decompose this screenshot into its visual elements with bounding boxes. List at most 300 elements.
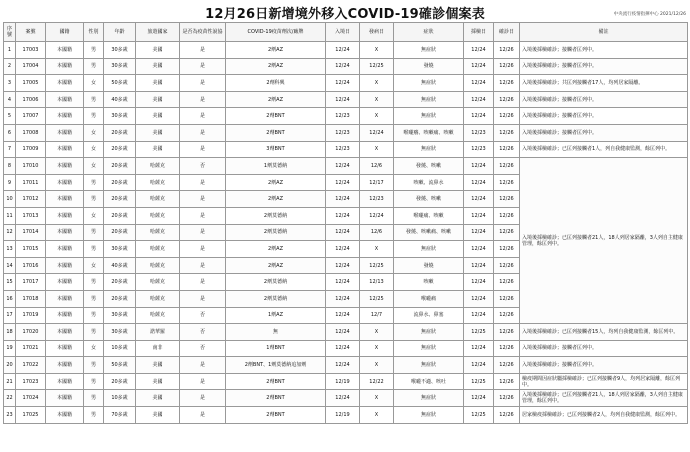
table-cell: 17003	[16, 42, 46, 59]
table-cell: 無症狀	[394, 357, 464, 374]
table-cell: 12/25	[360, 290, 394, 307]
table-cell: 無症狀	[394, 340, 464, 357]
table-cell: 12/24	[326, 357, 360, 374]
table-cell: 美國	[136, 357, 180, 374]
table-cell: 70多歲	[104, 407, 136, 424]
table-cell: 20	[4, 357, 16, 374]
table-cell: 23	[4, 407, 16, 424]
source-note: 中央流行疫情指揮中心 2021/12/26	[613, 12, 686, 17]
table-cell: 男	[84, 224, 104, 241]
table-cell: 40多歲	[104, 257, 136, 274]
table-cell: 本國籍	[46, 124, 84, 141]
table-cell: 本國籍	[46, 307, 84, 324]
table-cell: 否	[180, 340, 226, 357]
table-cell: 20多歲	[104, 224, 136, 241]
table-cell: 12/24	[360, 207, 394, 224]
table-cell: 喉嚨痛、咳嗽	[394, 207, 464, 224]
table-cell: 是	[180, 141, 226, 158]
note-cell: 入境後採檢確診；已匡列接觸者21人，18人列居家隔離，3人列自主健康管理，餘匡列中。	[520, 390, 688, 407]
table-cell: 美國	[136, 91, 180, 108]
header-cell: 性別	[84, 23, 104, 42]
table-cell: 12/24	[326, 257, 360, 274]
table-cell: 12/24	[464, 158, 494, 175]
table-cell: 12/22	[360, 373, 394, 390]
table-cell: 20多歲	[104, 373, 136, 390]
table-cell: 12/24	[326, 174, 360, 191]
table-cell: 是	[180, 91, 226, 108]
table-cell: 女	[84, 75, 104, 92]
table-cell: 美國	[136, 108, 180, 125]
table-cell: 12/24	[464, 307, 494, 324]
table-cell: 1劑AZ	[226, 307, 326, 324]
table-cell: 12/17	[360, 174, 394, 191]
table-cell: 21	[4, 373, 16, 390]
table-cell: 12/24	[464, 357, 494, 374]
table-cell: 3	[4, 75, 16, 92]
table-cell: 12/25	[360, 58, 394, 75]
table-cell: 17007	[16, 108, 46, 125]
table-cell: 無症狀	[394, 390, 464, 407]
table-cell: 12/26	[494, 207, 520, 224]
table-cell: 12/24	[464, 191, 494, 208]
table-cell: 本國籍	[46, 75, 84, 92]
table-cell: 17011	[16, 174, 46, 191]
table-cell: 女	[84, 340, 104, 357]
header-cell: 國籍	[46, 23, 84, 42]
table-cell: 男	[84, 91, 104, 108]
table-cell: 男	[84, 108, 104, 125]
table-cell: 12/26	[494, 91, 520, 108]
table-cell: 無症狀	[394, 241, 464, 258]
table-cell: 男	[84, 290, 104, 307]
table-cell: 南非	[136, 340, 180, 357]
table-cell: 12/25	[360, 257, 394, 274]
table-cell: 12/24	[464, 174, 494, 191]
table-cell: 本國籍	[46, 108, 84, 125]
table-cell: 2劑BNT、1劑莫德納追加劑	[226, 357, 326, 374]
table-cell: 12/24	[326, 91, 360, 108]
table-row	[4, 324, 688, 341]
table-cell: 12/26	[494, 340, 520, 357]
table-cell: 17023	[16, 373, 46, 390]
table-cell: 美國	[136, 42, 180, 59]
table-cell: 12/26	[494, 224, 520, 241]
table-cell: 2劑莫德納	[226, 207, 326, 224]
table-cell: 2劑BNT	[226, 407, 326, 424]
table-cell: 10多歲	[104, 390, 136, 407]
table-cell: 哈薩克	[136, 191, 180, 208]
table-cell: 男	[84, 373, 104, 390]
table-cell: 17024	[16, 390, 46, 407]
table-cell: 12/23	[326, 124, 360, 141]
table-cell: 8	[4, 158, 16, 175]
table-cell: 17021	[16, 340, 46, 357]
table-cell: 男	[84, 324, 104, 341]
table-cell: 12/24	[464, 257, 494, 274]
table-cell: 12/26	[494, 407, 520, 424]
table-cell: 咳嗽、流鼻水	[394, 174, 464, 191]
table-cell: 發燒	[394, 58, 464, 75]
table-cell: 17019	[16, 307, 46, 324]
table-cell: 20多歲	[104, 124, 136, 141]
table-cell: 咳嗽	[394, 274, 464, 291]
table-row	[4, 124, 688, 141]
table-cell: 本國籍	[46, 407, 84, 424]
table-cell: 美國	[136, 58, 180, 75]
table-cell: 12/26	[494, 290, 520, 307]
table-cell: 1	[4, 42, 16, 59]
table-cell: 5	[4, 108, 16, 125]
table-cell: 是	[180, 224, 226, 241]
note-cell: 入境後採檢確診；接觸者匡列中。	[520, 42, 688, 59]
table-cell: 本國籍	[46, 373, 84, 390]
table-cell: 2劑AZ	[226, 257, 326, 274]
table-cell: 12/23	[360, 191, 394, 208]
table-cell: 12/24	[464, 290, 494, 307]
table-cell: 2劑AZ	[226, 241, 326, 258]
table-cell: 美國	[136, 407, 180, 424]
table-cell: 20多歲	[104, 207, 136, 224]
table-cell: 12/26	[494, 307, 520, 324]
table-cell: 17022	[16, 357, 46, 374]
table-cell: 女	[84, 257, 104, 274]
table-cell: 17015	[16, 241, 46, 258]
table-cell: 無症狀	[394, 91, 464, 108]
table-cell: 12/24	[326, 307, 360, 324]
table-cell: 3劑BNT	[226, 141, 326, 158]
header-cell: 序號	[4, 23, 16, 42]
table-cell: 12/24	[464, 207, 494, 224]
table-cell: 否	[180, 307, 226, 324]
table-cell: 喉嚨癢、咳嗽痛、咳嗽	[394, 124, 464, 141]
table-cell: X	[360, 108, 394, 125]
table-cell: 17016	[16, 257, 46, 274]
table-cell: 30多歲	[104, 58, 136, 75]
table-cell: 是	[180, 290, 226, 307]
table-cell: 12/19	[326, 373, 360, 390]
table-cell: 12/13	[360, 274, 394, 291]
note-cell: 入境後採檢確診；接觸者匡列中。	[520, 124, 688, 141]
table-cell: 12/24	[464, 58, 494, 75]
note-cell: 入境後採檢確診；接觸者匡列中。	[520, 58, 688, 75]
table-row	[4, 91, 688, 108]
table-cell: 30多歲	[104, 324, 136, 341]
table-cell: X	[360, 390, 394, 407]
table-cell: 17004	[16, 58, 46, 75]
table-cell: 12/25	[464, 324, 494, 341]
table-cell: 發燒	[394, 257, 464, 274]
table-cell: 男	[84, 174, 104, 191]
table-cell: 男	[84, 307, 104, 324]
case-table	[3, 22, 688, 424]
table-cell: 19	[4, 340, 16, 357]
table-cell: 男	[84, 58, 104, 75]
table-cell: 本國籍	[46, 141, 84, 158]
table-cell: 女	[84, 124, 104, 141]
table-cell: 12/23	[464, 124, 494, 141]
table-cell: 1劑莫德納	[226, 158, 326, 175]
table-cell: 12/26	[494, 124, 520, 141]
note-cell: 入境後採檢確診；接觸者匡列中。	[520, 91, 688, 108]
table-cell: 是	[180, 241, 226, 258]
table-cell: 無症狀	[394, 141, 464, 158]
header-row	[4, 23, 688, 42]
table-cell: 本國籍	[46, 357, 84, 374]
table-cell: 喉嚨不適、咳吐	[394, 373, 464, 390]
table-cell: 本國籍	[46, 290, 84, 307]
table-cell: 2劑BNT	[226, 108, 326, 125]
table-cell: 本國籍	[46, 274, 84, 291]
table-cell: 12/26	[494, 357, 520, 374]
table-cell: 12/26	[494, 58, 520, 75]
table-cell: 18	[4, 324, 16, 341]
table-cell: 30多歲	[104, 307, 136, 324]
table-cell: 本國籍	[46, 158, 84, 175]
table-cell: 本國籍	[46, 91, 84, 108]
table-cell: 本國籍	[46, 324, 84, 341]
note-cell: 檢疫期間因症狀屬採檢確診；已匡列接觸者9人，均列居家隔離，餘匡列中。	[520, 373, 688, 390]
table-cell: 12/26	[494, 158, 520, 175]
table-cell: 12/26	[494, 191, 520, 208]
table-cell: X	[360, 141, 394, 158]
table-row	[4, 108, 688, 125]
table-cell: 2劑莫德納	[226, 224, 326, 241]
table-row	[4, 357, 688, 374]
table-cell: 無症狀	[394, 108, 464, 125]
table-cell: 20多歲	[104, 274, 136, 291]
table-cell: 無症狀	[394, 75, 464, 92]
header-cell: COVID-19疫苗劑次/廠牌	[226, 23, 326, 42]
table-cell: 2劑BNT	[226, 390, 326, 407]
table-cell: 12/6	[360, 158, 394, 175]
table-cell: 本國籍	[46, 207, 84, 224]
table-cell: 17006	[16, 91, 46, 108]
table-cell: 20多歲	[104, 290, 136, 307]
table-cell: 本國籍	[46, 42, 84, 59]
table-cell: X	[360, 42, 394, 59]
table-cell: 2劑AZ	[226, 42, 326, 59]
table-cell: 本國籍	[46, 340, 84, 357]
table-cell: 是	[180, 207, 226, 224]
table-cell: 12/26	[494, 108, 520, 125]
table-cell: 本國籍	[46, 191, 84, 208]
table-cell: 無症狀	[394, 407, 464, 424]
table-cell: 12/24	[326, 324, 360, 341]
table-cell: 12/24	[326, 158, 360, 175]
table-cell: 12/24	[464, 274, 494, 291]
table-cell: X	[360, 357, 394, 374]
table-cell: 12/26	[494, 257, 520, 274]
table-cell: 20多歲	[104, 141, 136, 158]
note-cell: 入境後採檢確診；接觸者匡列中。	[520, 340, 688, 357]
header-cell: 備註	[520, 23, 688, 42]
table-cell: X	[360, 91, 394, 108]
table-cell: 男	[84, 390, 104, 407]
table-cell: 哈薩克	[136, 241, 180, 258]
table-cell: 是	[180, 373, 226, 390]
table-cell: 12/24	[326, 290, 360, 307]
table-cell: 17010	[16, 158, 46, 175]
table-cell: 12/24	[464, 75, 494, 92]
table-cell: 4	[4, 91, 16, 108]
note-cell: 居家檢疫採檢確診；已匡列接觸者2人，均列自我健康監測，餘匡列中。	[520, 407, 688, 424]
table-cell: 10多歲	[104, 340, 136, 357]
table-cell: 12/24	[464, 390, 494, 407]
table-cell: 22	[4, 390, 16, 407]
table-body	[4, 42, 688, 424]
table-cell: 12/24	[326, 207, 360, 224]
table-cell: 17017	[16, 274, 46, 291]
note-cell: 入境後採檢確診；共匡列接觸者17人，均列居家隔離。	[520, 75, 688, 92]
table-cell: 發燒、咳嗽	[394, 191, 464, 208]
table-cell: 20多歲	[104, 174, 136, 191]
table-cell: 2劑BNT	[226, 124, 326, 141]
table-cell: 12/26	[494, 141, 520, 158]
table-cell: 12/24	[326, 58, 360, 75]
table-cell: 男	[84, 241, 104, 258]
table-cell: 是	[180, 257, 226, 274]
table-cell: 喉嚨痛	[394, 290, 464, 307]
table-cell: 本國籍	[46, 241, 84, 258]
table-cell: 哈薩克	[136, 307, 180, 324]
table-cell: 12/24	[326, 274, 360, 291]
table-cell: 20多歲	[104, 158, 136, 175]
table-cell: 哈薩克	[136, 224, 180, 241]
table-row	[4, 75, 688, 92]
header-cell: 發病日	[360, 23, 394, 42]
table-cell: 14	[4, 257, 16, 274]
table-cell: 諾華羅	[136, 324, 180, 341]
table-cell: 13	[4, 241, 16, 258]
table-cell: 無	[226, 324, 326, 341]
table-cell: 是	[180, 108, 226, 125]
table-cell: 是	[180, 274, 226, 291]
table-cell: 12/25	[464, 407, 494, 424]
table-cell: 12/24	[326, 191, 360, 208]
table-cell: 是	[180, 357, 226, 374]
table-cell: 2劑AZ	[226, 91, 326, 108]
header-cell: 案號	[16, 23, 46, 42]
table-cell: 12/25	[464, 373, 494, 390]
table-cell: 是	[180, 390, 226, 407]
header-cell: 是否為疫苗性說協	[180, 23, 226, 42]
table-cell: 是	[180, 407, 226, 424]
table-cell: 12	[4, 224, 16, 241]
table-cell: 12/24	[464, 91, 494, 108]
table-cell: 是	[180, 191, 226, 208]
table-cell: 哈薩克	[136, 207, 180, 224]
table-cell: 12/24	[326, 224, 360, 241]
table-row	[4, 407, 688, 424]
table-cell: 男	[84, 274, 104, 291]
table-cell: 16	[4, 290, 16, 307]
table-cell: 女	[84, 141, 104, 158]
table-cell: 12/24	[326, 390, 360, 407]
table-cell: 9	[4, 174, 16, 191]
table-cell: 男	[84, 407, 104, 424]
table-cell: 美國	[136, 75, 180, 92]
table-row	[4, 158, 688, 175]
header-cell: 採檢日	[464, 23, 494, 42]
table-cell: 20多歲	[104, 191, 136, 208]
table-cell: 本國籍	[46, 58, 84, 75]
table-cell: 12/24	[360, 124, 394, 141]
table-cell: 12/24	[464, 224, 494, 241]
table-cell: 本國籍	[46, 257, 84, 274]
table-cell: 2	[4, 58, 16, 75]
table-cell: 12/24	[326, 340, 360, 357]
table-cell: 本國籍	[46, 174, 84, 191]
table-cell: 12/26	[494, 42, 520, 59]
table-cell: 6	[4, 124, 16, 141]
table-cell: 本國籍	[46, 224, 84, 241]
table-cell: 本國籍	[46, 390, 84, 407]
note-cell: 入境後採檢確診；接觸者匡列中。	[520, 108, 688, 125]
table-cell: 發燒、咳嗽	[394, 158, 464, 175]
table-cell: 2劑莫德納	[226, 274, 326, 291]
table-cell: 美國	[136, 373, 180, 390]
table-cell: 12/24	[326, 42, 360, 59]
table-cell: 12/19	[326, 407, 360, 424]
table-cell: 30多歲	[104, 241, 136, 258]
table-cell: 40多歲	[104, 91, 136, 108]
table-cell: 12/24	[464, 340, 494, 357]
table-cell: 是	[180, 124, 226, 141]
table-cell: 發燒、咳嗽痛、咳嗽	[394, 224, 464, 241]
table-cell: 哈薩克	[136, 290, 180, 307]
table-cell: 哈薩克	[136, 174, 180, 191]
table-cell: 17009	[16, 141, 46, 158]
table-cell: 15	[4, 274, 16, 291]
table-cell: 美國	[136, 390, 180, 407]
table-cell: 2劑莫德納	[226, 290, 326, 307]
table-cell: 12/24	[326, 75, 360, 92]
header-cell: 年齡	[104, 23, 136, 42]
table-cell: 12/24	[464, 108, 494, 125]
table-cell: 17020	[16, 324, 46, 341]
table-cell: 50多歲	[104, 75, 136, 92]
table-cell: 17	[4, 307, 16, 324]
table-cell: 哈薩克	[136, 274, 180, 291]
table-cell: 12/26	[494, 373, 520, 390]
table-cell: 美國	[136, 124, 180, 141]
table-cell: X	[360, 241, 394, 258]
note-cell: 入境後採檢確診；已匡列接觸者1人，列自我健康監測，餘匡列中。	[520, 141, 688, 158]
note-cell: 入境後採檢確診；接觸者匡列中。	[520, 357, 688, 374]
table-cell: 2劑AZ	[226, 174, 326, 191]
table-cell: 女	[84, 207, 104, 224]
table-cell: 17018	[16, 290, 46, 307]
table-row	[4, 58, 688, 75]
table-row	[4, 373, 688, 390]
table-cell: 2劑AZ	[226, 58, 326, 75]
note-cell: 入境後採檢確診；已匡列接觸者21人，18人列居家隔離，3人列自主健康管理，餘匡列中。	[520, 158, 688, 324]
table-cell: 17013	[16, 207, 46, 224]
table-row	[4, 42, 688, 59]
table-cell: 是	[180, 75, 226, 92]
table-cell: 50多歲	[104, 357, 136, 374]
table-row	[4, 141, 688, 158]
table-cell: 2劑BNT	[226, 373, 326, 390]
table-cell: 哈薩克	[136, 158, 180, 175]
table-cell: 12/6	[360, 224, 394, 241]
table-cell: 12/26	[494, 390, 520, 407]
note-cell: 入境後採檢確診；已匡列接觸者15人，均列自我健康監測，餘匡列中。	[520, 324, 688, 341]
header-cell: 入境日	[326, 23, 360, 42]
table-cell: 1劑BNT	[226, 340, 326, 357]
table-cell: 是	[180, 58, 226, 75]
table-cell: 12/26	[494, 324, 520, 341]
